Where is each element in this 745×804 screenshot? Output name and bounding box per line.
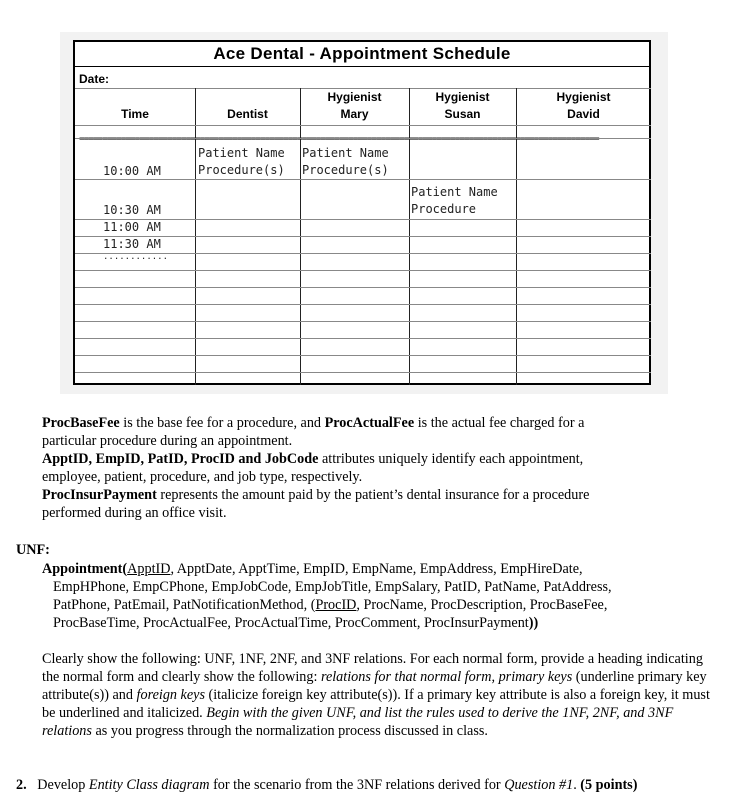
row-line — [75, 270, 651, 271]
dentist-entry-procedure: Procedure(s) — [198, 163, 285, 177]
desc-text: is the base fee for a procedure, and — [119, 415, 325, 431]
header-hygienist-david-name: David — [567, 107, 600, 121]
header-hygienist-susan-name: Susan — [444, 107, 481, 121]
term-procactualfee: ProcActualFee — [324, 415, 415, 431]
time-slot: 10:30 AM — [103, 203, 161, 217]
q1-text: Clearly show the following: UNF, 1NF, 2NF, and 3NF relations. For each normal form, provide a heading indicating the normal form and clearly show the following: — [42, 651, 703, 685]
desc-text: is the actual fee charged for a — [414, 415, 585, 431]
header-hygienist-mary-name: Mary — [340, 107, 369, 121]
desc-text: particular procedure during an appointment. — [42, 433, 293, 449]
row-line — [75, 304, 651, 305]
susan-entry-patient: Patient Name — [411, 185, 498, 199]
question-number: 2. — [16, 777, 27, 793]
question1-instructions — [42, 650, 717, 740]
mary-entry-patient: Patient Name — [302, 146, 389, 160]
schedule-image — [60, 32, 668, 394]
primary-key-procid: ProcID — [315, 597, 357, 613]
term-procinsurpayment: ProcInsurPayment — [42, 487, 157, 503]
mary-entry-procedure: Procedure(s) — [302, 163, 389, 177]
row-line — [75, 355, 651, 356]
separator-row: ================================================================================================================ — [79, 134, 599, 145]
primary-key-apptid: ApptID — [127, 561, 171, 577]
row-line — [75, 321, 651, 322]
row-line — [75, 179, 651, 180]
relation-attributes: , ProcName, ProcDescription, ProcBaseFee, — [356, 597, 608, 613]
q2-text: . — [573, 777, 581, 793]
title-divider — [75, 66, 651, 67]
relation-attributes: ProcBaseTime, ProcActualFee, ProcActualTime, ProcComment, ProcInsurPayment — [53, 615, 529, 631]
relation-name: Appointment( — [42, 561, 128, 577]
row-line — [75, 236, 651, 237]
row-line — [75, 287, 651, 288]
q1-italic: Begin with the given UNF, and list the rules used to derive the 1NF, 2NF, and 3NF relations — [42, 705, 674, 739]
q2-italic: Question #1 — [504, 777, 574, 793]
relation-attributes: PatPhone, PatEmail, PatNotificationMethod, ( — [53, 597, 316, 613]
date-label: Date: — [79, 72, 110, 86]
q1-text: (underline primary key attribute(s)) and — [42, 669, 707, 703]
separator-divider — [75, 138, 651, 139]
description-paragraph — [42, 414, 722, 522]
header-time: Time — [121, 107, 149, 121]
header-dentist: Dentist — [227, 107, 268, 121]
schedule-title: Ace Dental - Appointment Schedule — [213, 44, 511, 63]
desc-text: employee, patient, procedure, and job type, respectively. — [42, 469, 363, 485]
desc-text: performed during an office visit. — [42, 505, 227, 521]
susan-entry-procedure: Procedure — [411, 202, 477, 216]
row-line — [75, 338, 651, 339]
question2 — [16, 776, 637, 794]
time-slot: 10:00 AM — [103, 164, 161, 178]
schedule-table — [73, 40, 651, 385]
header-hygienist-david-role: Hygienist — [556, 90, 611, 104]
relation-attributes: EmpHPhone, EmpCPhone, EmpJobCode, EmpJobTitle, EmpSalary, PatID, PatName, PatAddress, — [53, 579, 612, 595]
time-slot: 11:00 AM — [103, 220, 161, 234]
q1-italic: relations for that normal form, primary keys — [320, 669, 573, 685]
time-slot: 11:30 AM — [103, 237, 161, 251]
q2-text: Develop — [37, 777, 89, 793]
unf-relation — [42, 560, 722, 632]
q2-italic: Entity Class diagram — [88, 777, 210, 793]
row-line — [75, 372, 651, 373]
q2-points: (5 points) — [580, 777, 638, 793]
term-ids: ApptID, EmpID, PatID, ProcID and JobCode — [42, 451, 319, 467]
desc-text: attributes uniquely identify each appointment, — [318, 451, 584, 467]
q1-text: as you progress through the normalization process discussed in class. — [91, 723, 488, 739]
dentist-entry-patient: Patient Name — [198, 146, 285, 160]
q2-text: for the scenario from the 3NF relations derived for — [209, 777, 505, 793]
desc-text: represents the amount paid by the patient’s dental insurance for a procedure — [156, 487, 590, 503]
header-hygienist-susan-role: Hygienist — [435, 90, 490, 104]
relation-close: )) — [528, 615, 539, 631]
term-procbasefee: ProcBaseFee — [42, 415, 120, 431]
q1-italic: foreign keys — [136, 687, 205, 703]
time-slot-more: ............ — [103, 252, 169, 262]
unf-heading: UNF: — [16, 542, 50, 558]
relation-attributes: , ApptDate, ApptTime, EmpID, EmpName, EmpAddress, EmpHireDate, — [170, 561, 583, 577]
q1-text: (italicize foreign key attribute(s)). If a primary key attribute is also a foreign key, it must be underlined and italicized. — [42, 687, 710, 721]
header-hygienist-mary-role: Hygienist — [327, 90, 382, 104]
header-divider — [75, 125, 651, 126]
row-line — [75, 219, 651, 220]
